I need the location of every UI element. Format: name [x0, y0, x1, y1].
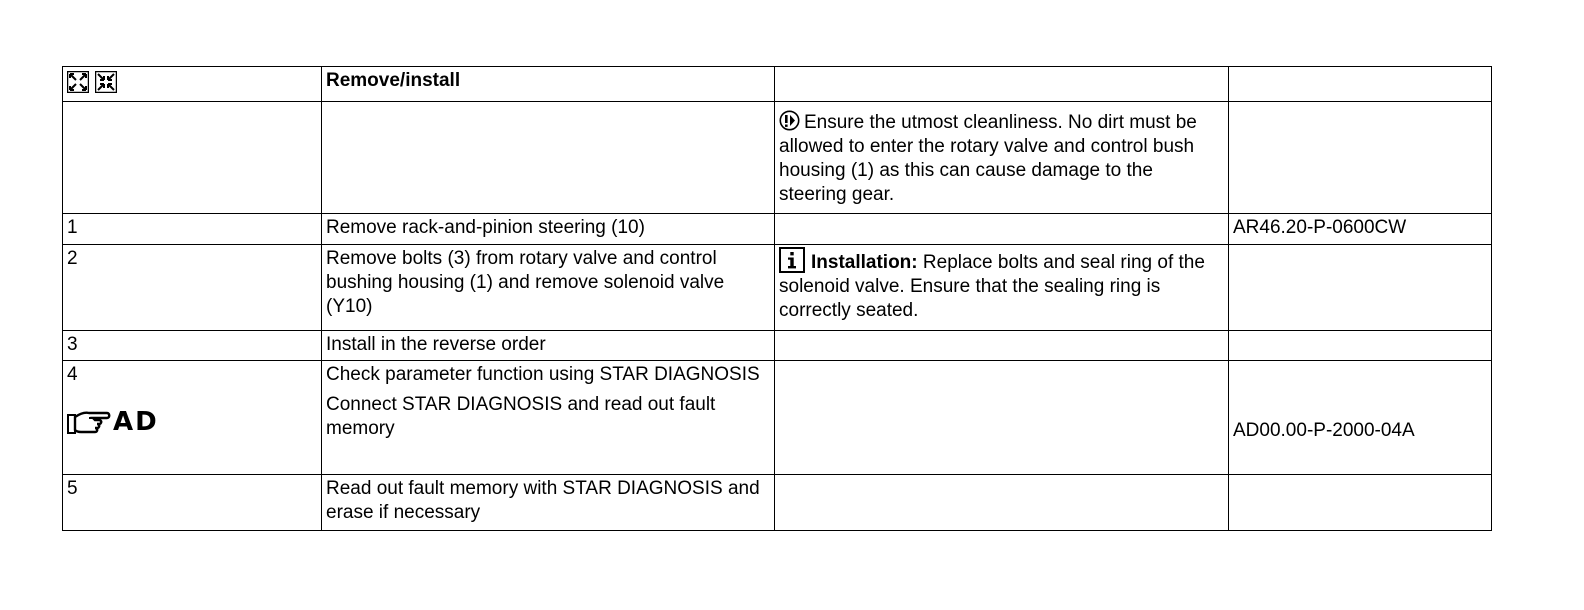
step-reference — [1229, 245, 1492, 331]
step-reference — [1229, 331, 1492, 361]
caution-text: Ensure the utmost cleanliness. No dirt must be allowed to enter the rotary valve and control bush housing (1) as this can cause damage to the steering gear. — [779, 112, 1197, 205]
step-note — [775, 245, 1229, 331]
pointing-hand-icon — [67, 409, 111, 435]
step-reference — [1229, 475, 1492, 531]
info-icon — [779, 247, 805, 273]
step-number: 4 — [67, 364, 78, 385]
step-reference-cell — [1229, 361, 1492, 475]
step-action: Check parameter function using STAR DIAGNOSIS — [326, 364, 760, 385]
step-note — [775, 361, 1229, 475]
header-icons-cell — [63, 67, 322, 102]
expand-arrows-icon[interactable] — [67, 71, 89, 93]
table-row — [63, 331, 1492, 361]
ad-label: AD — [113, 407, 159, 437]
step-action: Remove rack-and-pinion steering (10) — [322, 214, 775, 245]
caution-icon — [779, 110, 800, 131]
ad-marker — [67, 409, 159, 435]
procedure-table — [62, 66, 1492, 531]
step-number: 3 — [63, 331, 322, 361]
caution-step-cell — [63, 102, 322, 214]
step-sub-action: Connect STAR DIAGNOSIS and read out fault memory — [326, 394, 716, 439]
step-action: Remove bolts (3) from rotary valve and control bushing housing (1) and remove solenoid valve (Y10) — [322, 245, 775, 331]
installation-label: Installation: — [811, 252, 918, 273]
collapse-arrows-icon[interactable] — [95, 71, 117, 93]
step-number-cell — [63, 361, 322, 475]
step-action: Install in the reverse order — [322, 331, 775, 361]
step-note — [775, 214, 1229, 245]
step-action-cell — [322, 361, 775, 475]
expand-collapse-controls — [67, 71, 117, 93]
step-number: 1 — [63, 214, 322, 245]
header-title: Remove/install — [322, 67, 775, 102]
table-row — [63, 214, 1492, 245]
step-note — [775, 331, 1229, 361]
caution-row — [63, 102, 1492, 214]
step-reference-link[interactable]: AR46.20-P-0600CW — [1229, 214, 1492, 245]
caution-reference-cell — [1229, 102, 1492, 214]
caution-action-cell — [322, 102, 775, 214]
step-number: 2 — [63, 245, 322, 331]
header-note-cell — [775, 67, 1229, 102]
header-reference-cell — [1229, 67, 1492, 102]
table-row — [63, 245, 1492, 331]
caution-note-cell — [775, 102, 1229, 214]
table-row — [63, 475, 1492, 531]
installation-note-text: Replace bolts and seal ring of the solenoid valve. Ensure that the sealing ring is correctly seated. — [779, 252, 1205, 321]
step-note — [775, 475, 1229, 531]
step-number: 5 — [63, 475, 322, 531]
table-row — [63, 361, 1492, 475]
step-reference-link[interactable]: AD00.00-P-2000-04A — [1233, 420, 1415, 441]
step-action: Read out fault memory with STAR DIAGNOSIS and erase if necessary — [322, 475, 775, 531]
table-header-row — [63, 67, 1492, 102]
